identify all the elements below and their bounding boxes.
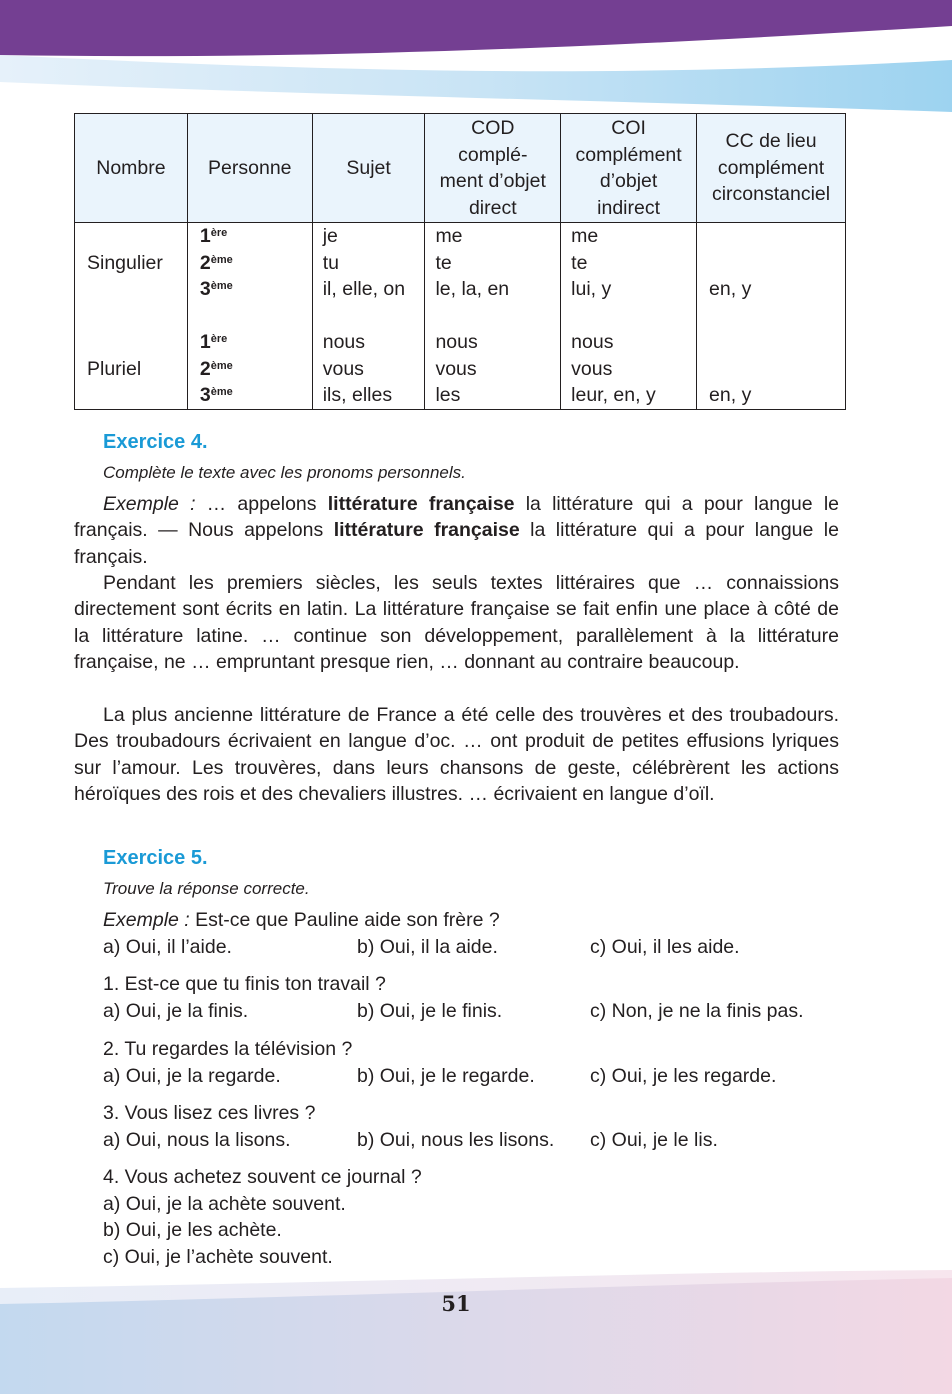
option-b: b) Oui, je le regarde. (357, 1064, 535, 1087)
header-sujet: Sujet (312, 114, 425, 223)
exercise-4-instruction: Complète le texte avec les pronoms personnels. (103, 463, 466, 482)
header-banner (0, 0, 952, 115)
coi-cell: leur, en, y (571, 384, 656, 406)
option-a: a) Oui, nous la lisons. (103, 1128, 291, 1151)
exercise-4-example: Exemple : … appelons littérature française la littérature qui a pour langue le français. — Nous appelons littérature française la littérature qui a pour langue le français. (74, 493, 839, 568)
header-coi-line: indirect (597, 196, 661, 219)
personne-cell: 1ère (199, 225, 228, 247)
sujet-cell: ils, elles (322, 384, 393, 406)
question-text: 3. Vous lisez ces livres ? (103, 1102, 316, 1124)
header-coi (561, 114, 697, 223)
cod-cell: vous (435, 357, 477, 380)
example-label: Exemple : (103, 493, 196, 515)
exercise-5-title: Exercice 5. (103, 847, 208, 869)
table-body-row (75, 223, 846, 410)
cc-cell: en, y (709, 278, 752, 300)
question-1 (103, 971, 804, 1024)
exercise-5-instruction: Trouve la réponse correcte. (103, 879, 310, 898)
sujet-cell: nous (322, 331, 366, 353)
cod-cell: me (435, 225, 463, 247)
cc-cell: en, y (709, 384, 752, 406)
coi-cell: te (571, 251, 588, 274)
answer-options (103, 1063, 777, 1090)
option-b: b) Oui, nous les lisons. (357, 1128, 555, 1151)
header-cod-line: COD (471, 117, 515, 139)
coi-cell: lui, y (571, 278, 612, 300)
personne-cell: 3ème (199, 278, 233, 300)
col-sujet (312, 223, 425, 410)
personne-cell: 1ère (199, 331, 228, 353)
answer-options (103, 998, 804, 1025)
header-nombre: Nombre (75, 114, 188, 223)
footer-banner (0, 1270, 952, 1394)
col-cod (425, 223, 561, 410)
coi-cell: nous (571, 331, 614, 353)
cod-cell: nous (435, 331, 478, 353)
option-a: a) Oui, il l’aide. (103, 935, 232, 958)
header-coi-line: complément (575, 143, 682, 166)
option-b: b) Oui, je les achète. (103, 1219, 282, 1241)
exercise-5-example (103, 907, 740, 960)
exercise-4-paragraph-1: Pendant les premiers siècles, les seuls textes littéraires que … connaissions directement sont écrits en latin. La littérature française se fait enfin une place à côté de la littérature latine. … continue son développement, parallèlement à la littérature française, ne … empruntant presque rien, … donnant au contraire beaucoup. (74, 572, 839, 673)
cod-cell: te (435, 251, 452, 274)
option-c: c) Oui, je le lis. (590, 1128, 718, 1151)
col-nombre (75, 223, 188, 410)
cod-cell: les (435, 384, 461, 406)
header-personne: Personne (187, 114, 312, 223)
question-text: Exemple : Est-ce que Pauline aide son frère ? (103, 909, 500, 931)
personne-cell: 3ème (199, 384, 233, 406)
col-coi (561, 223, 697, 410)
option-b: b) Oui, il la aide. (357, 935, 498, 958)
header-cod (425, 114, 561, 223)
sujet-cell: il, elle, on (322, 278, 406, 300)
personne-cell: 2ème (199, 251, 233, 274)
sujet-cell: vous (322, 357, 364, 380)
coi-cell: me (571, 225, 599, 247)
answer-options (103, 934, 740, 961)
personne-cell: 2ème (199, 357, 233, 380)
page-number: 51 (441, 1291, 471, 1316)
cod-cell: le, la, en (435, 278, 510, 300)
header-cod-line: ment d’objet (439, 170, 546, 192)
option-c: c) Oui, il les aide. (590, 935, 740, 958)
header-coi-line: d’objet (599, 170, 658, 192)
coi-cell: vous (571, 357, 613, 380)
header-cc (697, 114, 846, 223)
question-text: 4. Vous achetez souvent ce journal ? (103, 1166, 422, 1188)
header-cc-line: circonstanciel (711, 183, 831, 206)
question-text: 1. Est-ce que tu finis ton travail ? (103, 973, 386, 995)
option-c: c) Oui, je l’achète souvent. (103, 1245, 333, 1268)
question-2 (103, 1036, 777, 1089)
sujet-cell: je (322, 225, 338, 247)
col-cc (697, 223, 846, 410)
option-c: c) Non, je ne la finis pas. (590, 999, 804, 1022)
col-personne (187, 223, 312, 410)
header-coi-line: COI (611, 117, 646, 139)
sujet-cell: tu (322, 251, 339, 274)
header-cc-line: complément (717, 156, 825, 179)
option-a: a) Oui, je la regarde. (103, 1064, 281, 1087)
question-4 (103, 1164, 422, 1270)
header-cod-line: complé- (458, 143, 528, 166)
table-header-row (75, 114, 846, 223)
exercise-4-paragraph-2: La plus ancienne littérature de France a été celle des trouvères et des troubadours. Des troubadours écrivaient en langue d’oc. … ont produit de petites effusions lyriques sur l’amour. Les trouvères, dans leurs chansons de geste, célébrèrent les actions héroïques des rois et des chevaliers illustres. … écrivaient en langue d’oïl. (74, 704, 839, 805)
option-a: a) Oui, je la finis. (103, 999, 249, 1022)
option-c: c) Oui, je les regarde. (590, 1064, 777, 1087)
option-a: a) Oui, je la achète souvent. (103, 1192, 346, 1215)
nombre-singulier: Singulier (87, 251, 163, 274)
header-cod-line: direct (468, 196, 517, 219)
nombre-pluriel: Pluriel (87, 357, 142, 380)
question-text: 2. Tu regardes la télévision ? (103, 1038, 353, 1060)
exercise-4-title: Exercice 4. (103, 431, 208, 453)
question-3 (103, 1100, 718, 1153)
pronoun-table (74, 113, 846, 410)
header-cc-line: CC de lieu (725, 130, 817, 153)
answer-options (103, 1127, 718, 1154)
option-b: b) Oui, je le finis. (357, 999, 503, 1022)
